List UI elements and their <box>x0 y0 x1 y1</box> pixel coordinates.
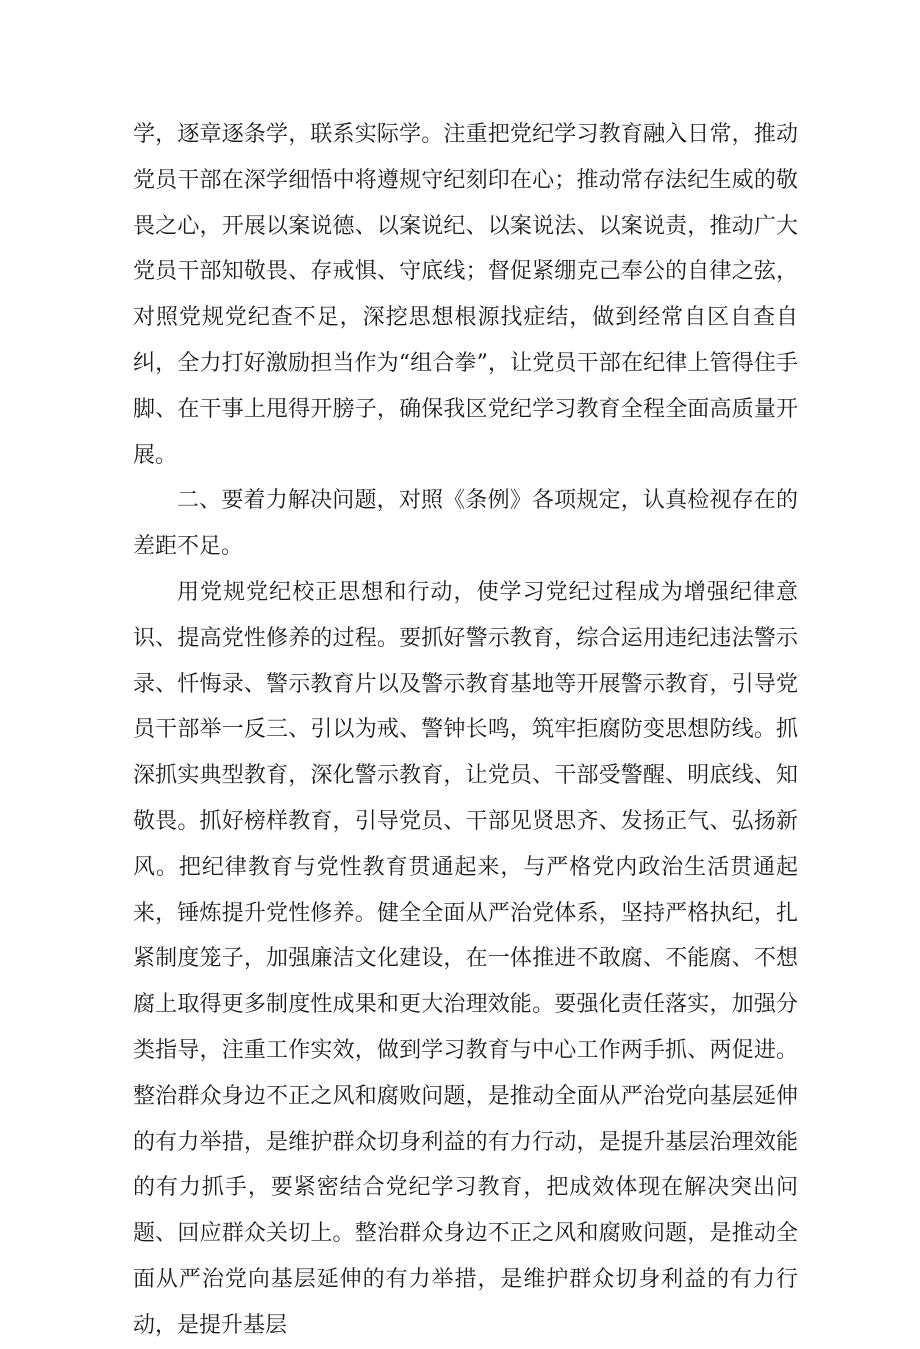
document-body <box>133 112 798 1349</box>
section-heading-2: 二、要着力解决问题，对照《条例》各项规定，认真检视存在的差距不足。 <box>133 488 798 560</box>
paragraph-body: 用党规党纪校正思想和行动，使学习党纪过程成为增强纪律意识、提高党性修养的过程。要抓好警示教育，综合运用违纪违法警示录、忏悔录、警示教育片以及警示教育基地等开展警示教育，引导党员干部举一反三、引以为戒、警钟长鸣，筑牢拒腐防变思想防线。抓深抓实典型教育，深化警示教育，让党员、干部受警醒、明底线、知敬畏。抓好榜样教育，引导党员、干部见贤思齐、发扬正气、弘扬新风。把纪律教育与党性教育贯通起来，与严格党内政治生活贯通起来，锤炼提升党性修养。健全全面从严治党体系，坚持严格执纪，扎紧制度笼子，加强廉洁文化建设，在一体推进不敢腐、不能腐、不想腐上取得更多制度性成果和更大治理效能。要强化责任落实，加强分类指导，注重工作实效，做到学习教育与中心工作两手抓、两促进。整治群众身边不正之风和腐败问题，是推动全面从严治党向基层延伸的有力举措，是维护群众切身利益的有力行动，是提升基层治理效能的有力抓手，要紧密结合党纪学习教育，把成效体现在解决突出问题、回应群众关切上。整治群众身边不正之风和腐败问题，是推动全面从严治党向基层延伸的有力举措，是维护群众切身利益的有力行动，是提升基层 <box>133 579 798 1338</box>
paragraph-continuation: 学，逐章逐条学，联系实际学。注重把党纪学习教育融入日常，推动党员干部在深学细悟中将遵规守纪刻印在心；推动常存法纪生威的敬畏之心，开展以案说德、以案说纪、以案说法、以案说责，推动广大党员干部知敬畏、存戒惧、守底线；督促紧绷克己奉公的自律之弦，对照党规党纪查不足，深挖思想根源找症结，做到经常自区自查自纠，全力打好激励担当作为“组合拳”，让党员干部在纪律上管得住手脚、在干事上甩得开膀子，确保我区党纪学习教育全程全面高质量开展。 <box>133 122 798 468</box>
